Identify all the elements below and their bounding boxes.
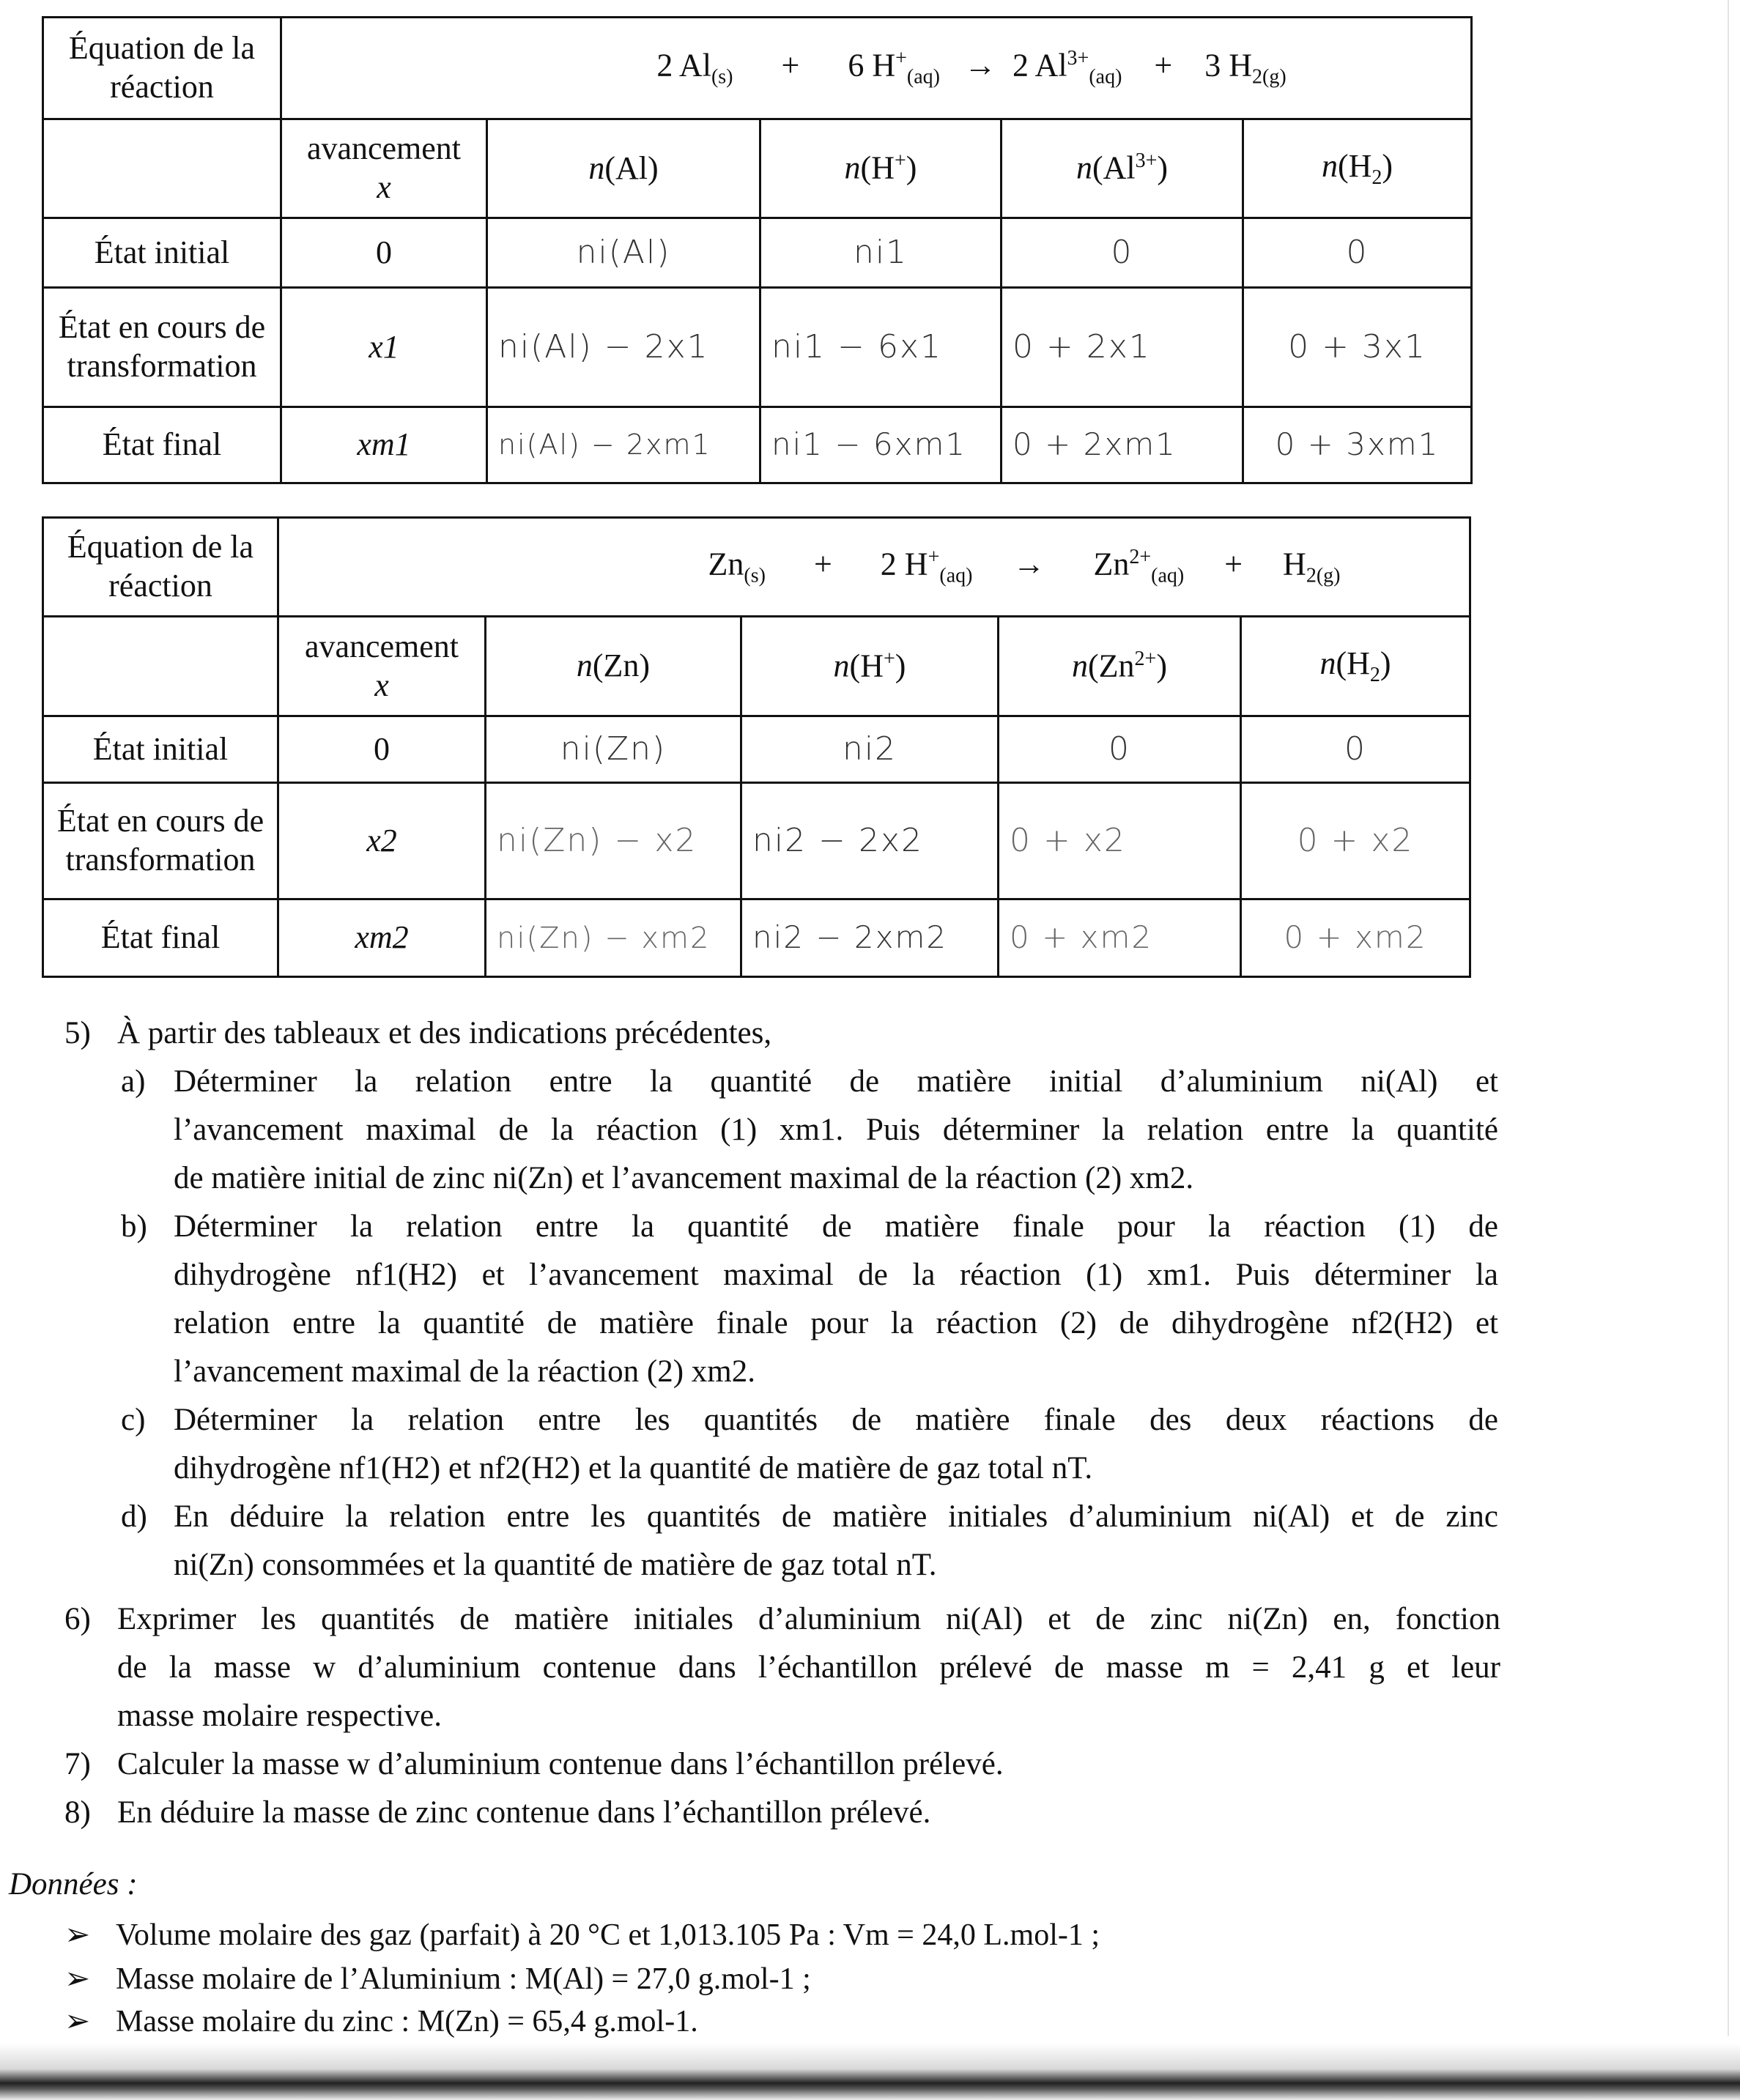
question-text: En déduire la masse de zinc contenue dans l’échantillon prélevé.	[117, 1795, 931, 1830]
handwritten-cell: ni(Zn) − x2	[486, 783, 741, 899]
advancement-value: x2	[278, 783, 486, 899]
advancement-value: x1	[281, 288, 487, 407]
state-label: État en cours de transformation	[43, 783, 278, 899]
handwritten-cell: 0 + 2xm1	[1002, 407, 1243, 483]
handwritten-cell: ni2	[741, 716, 999, 783]
handwritten-cell: ni(Zn) − xm2	[486, 899, 741, 977]
subquestion-letter: b)	[121, 1209, 147, 1244]
progress-table-zinc	[42, 516, 1471, 978]
handwritten-cell: 0	[999, 716, 1241, 783]
col-header: $n(H_2)$	[1243, 119, 1472, 218]
col-header: $n(H_2)$	[1241, 617, 1470, 716]
handwritten-cell: ni1 − 6x1	[760, 288, 1002, 407]
data-item	[64, 2000, 698, 2044]
subquestion-text: Déterminer la relation entre les quantités de matière finale des deux réactions de dihydrogène nf1(H2) et nf2(H2) et la quantité de matière de gaz total nT.	[174, 1403, 1498, 1485]
reaction-equation: $Zn_{(s)}$ + 2 $H^+_{(aq)}$ → $Zn^{2+}_{(aq)}$ + $H_{2(g)}$	[278, 518, 1470, 617]
subquestion-letter: d)	[121, 1499, 147, 1534]
table-row	[43, 288, 1472, 407]
handwritten-cell: 0 + xm2	[1241, 899, 1470, 977]
data-item-text: Masse molaire de l’Aluminium : M(Al) = 27,0 g.mol-1 ;	[116, 1962, 811, 1996]
col-header: $n(Zn^{2+})$	[999, 617, 1241, 716]
scan-page-edge	[0, 2044, 1740, 2100]
handwritten-cell: ni2 − 2x2	[741, 783, 999, 899]
state-label: État initial	[43, 716, 278, 783]
data-item-text: Volume molaire des gaz (parfait) à 20 °C et 1,013.105 Pa : Vm = 24,0 L.mol-1 ;	[116, 1918, 1100, 1952]
subquestion-text: Déterminer la relation entre la quantité de matière initial d’aluminium ni(Al) et l’avancement maximal de la réaction (1) xm1. Puis déterminer la relation entre la quantité de matière initial de zinc ni(Zn) et l’avancement maximal de la réaction (2) xm2.	[174, 1064, 1498, 1195]
advancement-header: avancement x	[281, 119, 487, 218]
table-row	[43, 218, 1472, 288]
col-header: n(H+)	[760, 119, 1002, 218]
col-header: n(Zn)	[486, 617, 741, 716]
empty-header-cell	[43, 617, 278, 716]
table-row	[43, 407, 1472, 483]
question-text: Exprimer les quantités de matière initiales d’aluminium ni(Al) et de zinc ni(Zn) en, fonction de la masse w d’aluminium contenue dans l’échantillon prélevé de masse m = 2,41 g et leur masse molaire respective.	[117, 1602, 1500, 1733]
handwritten-cell: 0 + x2	[999, 783, 1241, 899]
equation-label: Équation de la réaction	[43, 518, 278, 617]
reaction-equation: 2 $Al_{(s)}$ + 6 $H^+_{(aq)}$ → 2 $Al^{3+}_{(aq)}$ + 3 $H_{2(g)}$	[281, 18, 1472, 119]
handwritten-cell: 0	[1241, 716, 1470, 783]
handwritten-cell: ni(Zn)	[486, 716, 741, 783]
handwritten-cell: 0 + 3x1	[1243, 288, 1472, 407]
table-row	[43, 899, 1470, 977]
handwritten-cell: 0 + 3xm1	[1243, 407, 1472, 483]
advancement-value: 0	[281, 218, 487, 288]
subquestion-letter: a)	[121, 1064, 146, 1099]
handwritten-cell: ni(Al) − 2xm1	[487, 407, 760, 483]
handwritten-cell: ni(Al) − 2x1	[487, 288, 760, 407]
handwritten-cell: 0	[1002, 218, 1243, 288]
state-label: État en cours de transformation	[43, 288, 281, 407]
handwritten-cell: 0	[1243, 218, 1472, 288]
arrowhead-bullet-icon: ➢	[64, 1918, 91, 1952]
advancement-header: avancement x	[278, 617, 486, 716]
advancement-value: 0	[278, 716, 486, 783]
question-text: À partir des tableaux et des indications précédentes,	[117, 1016, 772, 1050]
state-label: État final	[43, 407, 281, 483]
question-number: 6)	[64, 1602, 91, 1636]
handwritten-cell: ni(Al)	[487, 218, 760, 288]
arrowhead-bullet-icon: ➢	[64, 1962, 91, 1996]
table-row	[43, 716, 1470, 783]
page-edge	[1728, 0, 1729, 2036]
advancement-value: xm1	[281, 407, 487, 483]
data-item-text: Masse molaire du zinc : M(Zn) = 65,4 g.mol-1.	[116, 2005, 698, 2038]
progress-table-aluminium	[42, 16, 1473, 484]
col-header: n(H+)	[741, 617, 999, 716]
question-number: 7)	[64, 1747, 91, 1781]
handwritten-cell: ni1 − 6xm1	[760, 407, 1002, 483]
subquestion-text: En déduire la relation entre les quantités de matière initiales d’aluminium ni(Al) et de zinc ni(Zn) consommées et la quantité de matière de gaz total nT.	[174, 1499, 1498, 1582]
handwritten-cell: 0 + xm2	[999, 899, 1241, 977]
subquestion-letter: c)	[121, 1403, 146, 1437]
question-text: Calculer la masse w d’aluminium contenue dans l’échantillon prélevé.	[117, 1747, 1004, 1781]
equation-label: Équation de la réaction	[43, 18, 281, 119]
col-header: $n(Al^{3+})$	[1002, 119, 1243, 218]
state-label: État initial	[43, 218, 281, 288]
table-row	[43, 783, 1470, 899]
data-item	[64, 1913, 1100, 1957]
question-number: 5)	[64, 1016, 91, 1050]
subquestion-text: Déterminer la relation entre la quantité de matière finale pour la réaction (1) de dihydrogène nf1(H2) et l’avancement maximal de la réaction (1) xm1. Puis déterminer la relation entre la quantité de matière finale pour la réaction (2) de dihydrogène nf2(H2) et l’avancement maximal de la réaction (2) xm2.	[174, 1209, 1498, 1389]
handwritten-cell: ni1	[760, 218, 1002, 288]
data-item	[64, 1957, 811, 2001]
handwritten-cell: ni2 − 2xm2	[741, 899, 999, 977]
handwritten-cell: 0 + 2x1	[1002, 288, 1243, 407]
empty-header-cell	[43, 119, 281, 218]
col-header: n(Al)	[487, 119, 760, 218]
state-label: État final	[43, 899, 278, 977]
question-number: 8)	[64, 1795, 91, 1830]
data-section-title: Données :	[9, 1867, 138, 1901]
arrowhead-bullet-icon: ➢	[64, 2005, 91, 2038]
advancement-value: xm2	[278, 899, 486, 977]
handwritten-cell: 0 + x2	[1241, 783, 1470, 899]
